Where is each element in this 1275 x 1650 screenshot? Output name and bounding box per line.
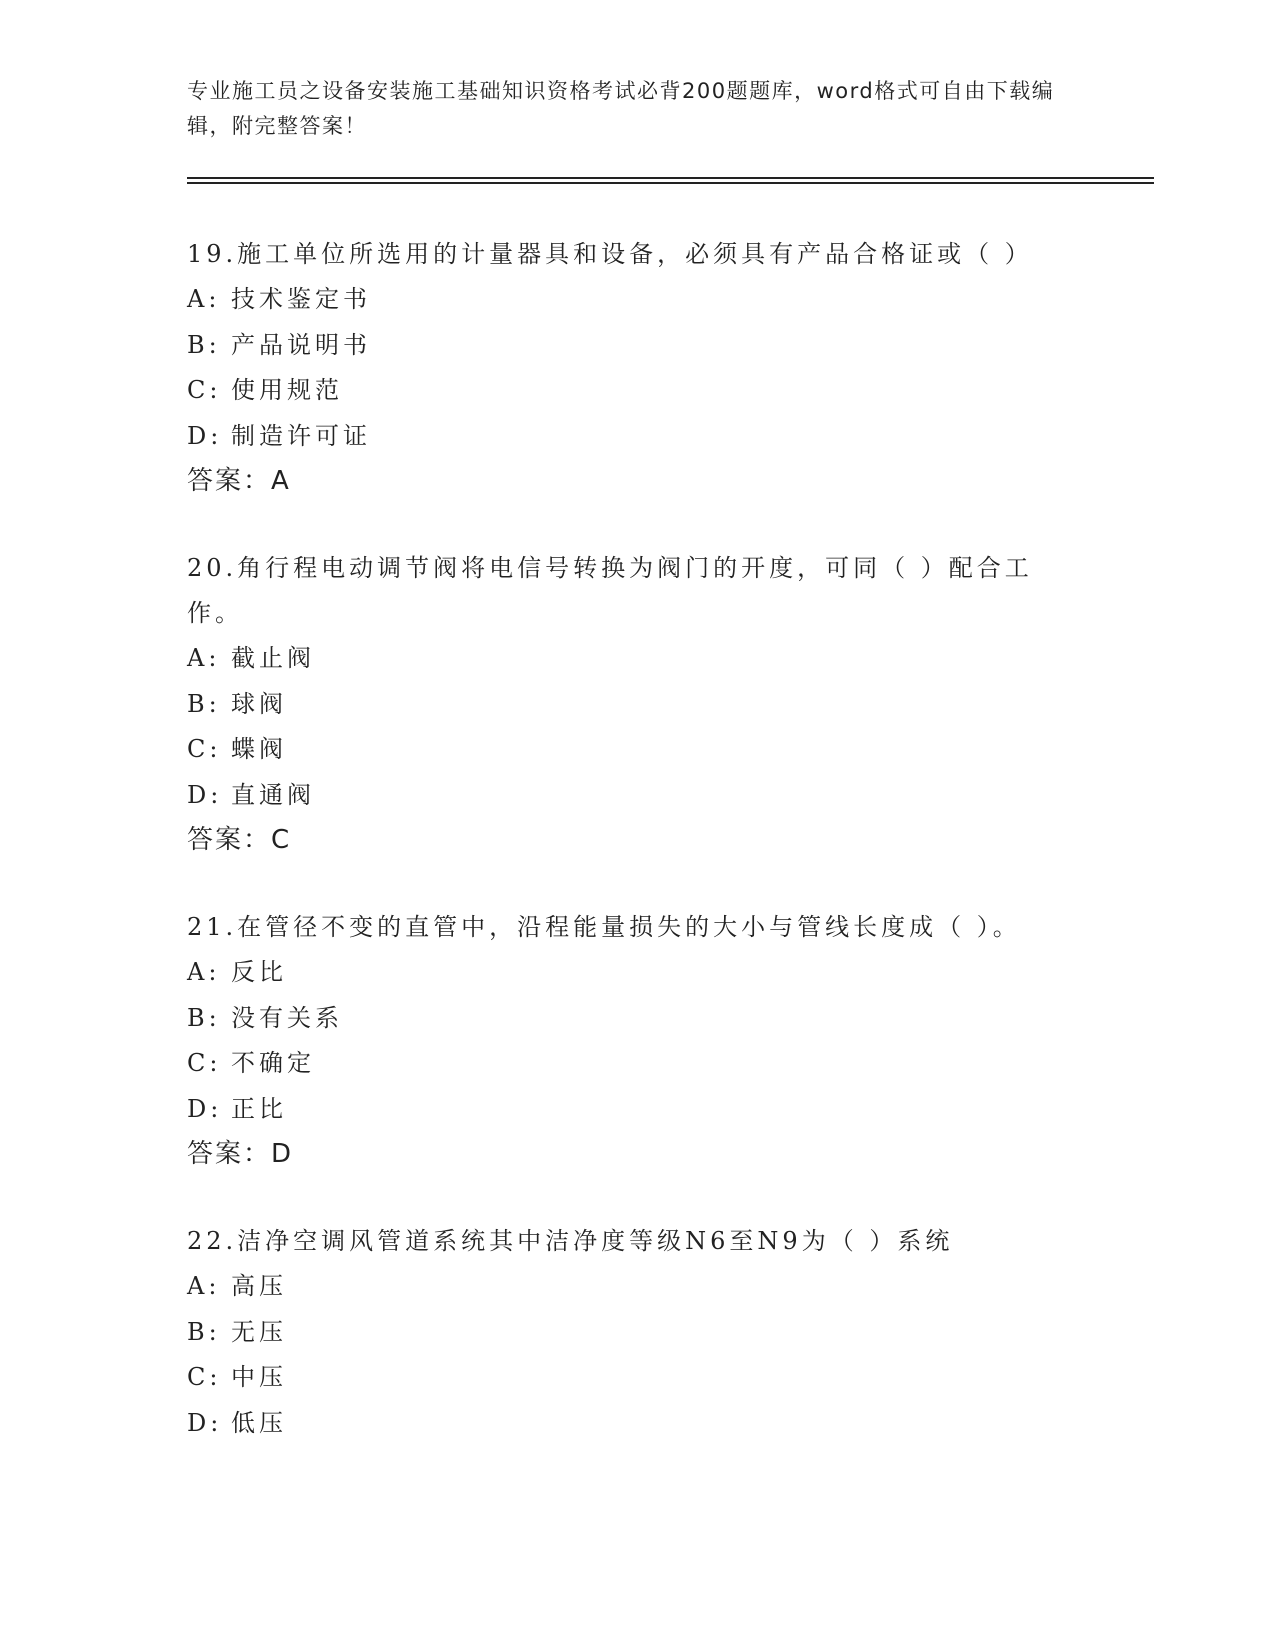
- option-d: [187, 1087, 1067, 1133]
- option-key: C:: [187, 735, 222, 763]
- option-text: 没有关系: [231, 1003, 343, 1032]
- option-text: 使用规范: [231, 376, 343, 404]
- header-divider-top: [187, 177, 1154, 179]
- option-b: [187, 1310, 1067, 1356]
- option-text: 制造许可证: [231, 421, 371, 450]
- option-key: B:: [187, 330, 221, 359]
- option-text: 高压: [231, 1272, 287, 1300]
- option-text: 不确定: [231, 1049, 315, 1077]
- option-text: 无压: [231, 1317, 287, 1346]
- option-key: B:: [187, 1003, 221, 1032]
- option-text: 低压: [231, 1408, 287, 1437]
- option-key: A:: [187, 958, 221, 986]
- option-text: 直通阀: [231, 780, 315, 809]
- option-a: [187, 636, 1067, 682]
- question-list: [187, 232, 1067, 1488]
- option-d: [187, 414, 1067, 460]
- option-key: A:: [187, 1272, 221, 1300]
- option-c: [187, 1355, 1067, 1401]
- question-21: [187, 905, 1067, 1177]
- option-d: [187, 1401, 1067, 1447]
- option-key: C:: [187, 1363, 222, 1391]
- option-text: 中压: [231, 1363, 287, 1391]
- question-22: [187, 1219, 1067, 1446]
- question-19: [187, 232, 1067, 504]
- answer-text: 答案：D: [187, 1139, 294, 1169]
- question-text: 20.角行程电动调节阀将电信号转换为阀门的开度，可同（ ）配合工作。: [187, 554, 1033, 627]
- option-key: C:: [187, 1049, 222, 1077]
- option-d: [187, 773, 1067, 819]
- option-b: [187, 996, 1067, 1042]
- option-b: [187, 682, 1067, 728]
- option-c: [187, 368, 1067, 414]
- option-text: 产品说明书: [231, 330, 371, 359]
- option-key: D:: [187, 421, 223, 450]
- option-b: [187, 323, 1067, 369]
- answer-text: 答案：C: [187, 825, 292, 855]
- option-key: B:: [187, 1317, 221, 1346]
- answer-text: 答案：A: [187, 466, 291, 496]
- option-key: A:: [187, 285, 221, 313]
- option-key: A:: [187, 644, 221, 672]
- option-key: B:: [187, 689, 221, 718]
- option-text: 球阀: [231, 689, 287, 718]
- option-text: 截止阀: [231, 644, 315, 672]
- option-a: [187, 277, 1067, 323]
- option-text: 蝶阀: [231, 735, 287, 763]
- option-a: [187, 1264, 1067, 1310]
- question-text: 19.施工单位所选用的计量器具和设备，必须具有产品合格证或（ ）: [187, 240, 1033, 268]
- option-a: [187, 950, 1067, 996]
- option-text: 正比: [231, 1094, 287, 1123]
- option-text: 技术鉴定书: [231, 285, 371, 313]
- document-header: 专业施工员之设备安装施工基础知识资格考试必背200题题库，word格式可自由下载编辑，附完整答案！: [187, 79, 1055, 138]
- option-key: D:: [187, 1408, 223, 1437]
- option-key: C:: [187, 376, 222, 404]
- option-c: [187, 1041, 1067, 1087]
- header-divider-bottom: [187, 182, 1154, 184]
- option-text: 反比: [231, 958, 287, 986]
- question-20: [187, 546, 1067, 863]
- question-text: 22.洁净空调风管道系统其中洁净度等级N6至N9为（ ）系统: [187, 1227, 954, 1255]
- option-key: D:: [187, 780, 223, 809]
- question-text: 21.在管径不变的直管中，沿程能量损失的大小与管线长度成（ ）。: [187, 913, 1021, 941]
- option-c: [187, 727, 1067, 773]
- option-key: D:: [187, 1094, 223, 1123]
